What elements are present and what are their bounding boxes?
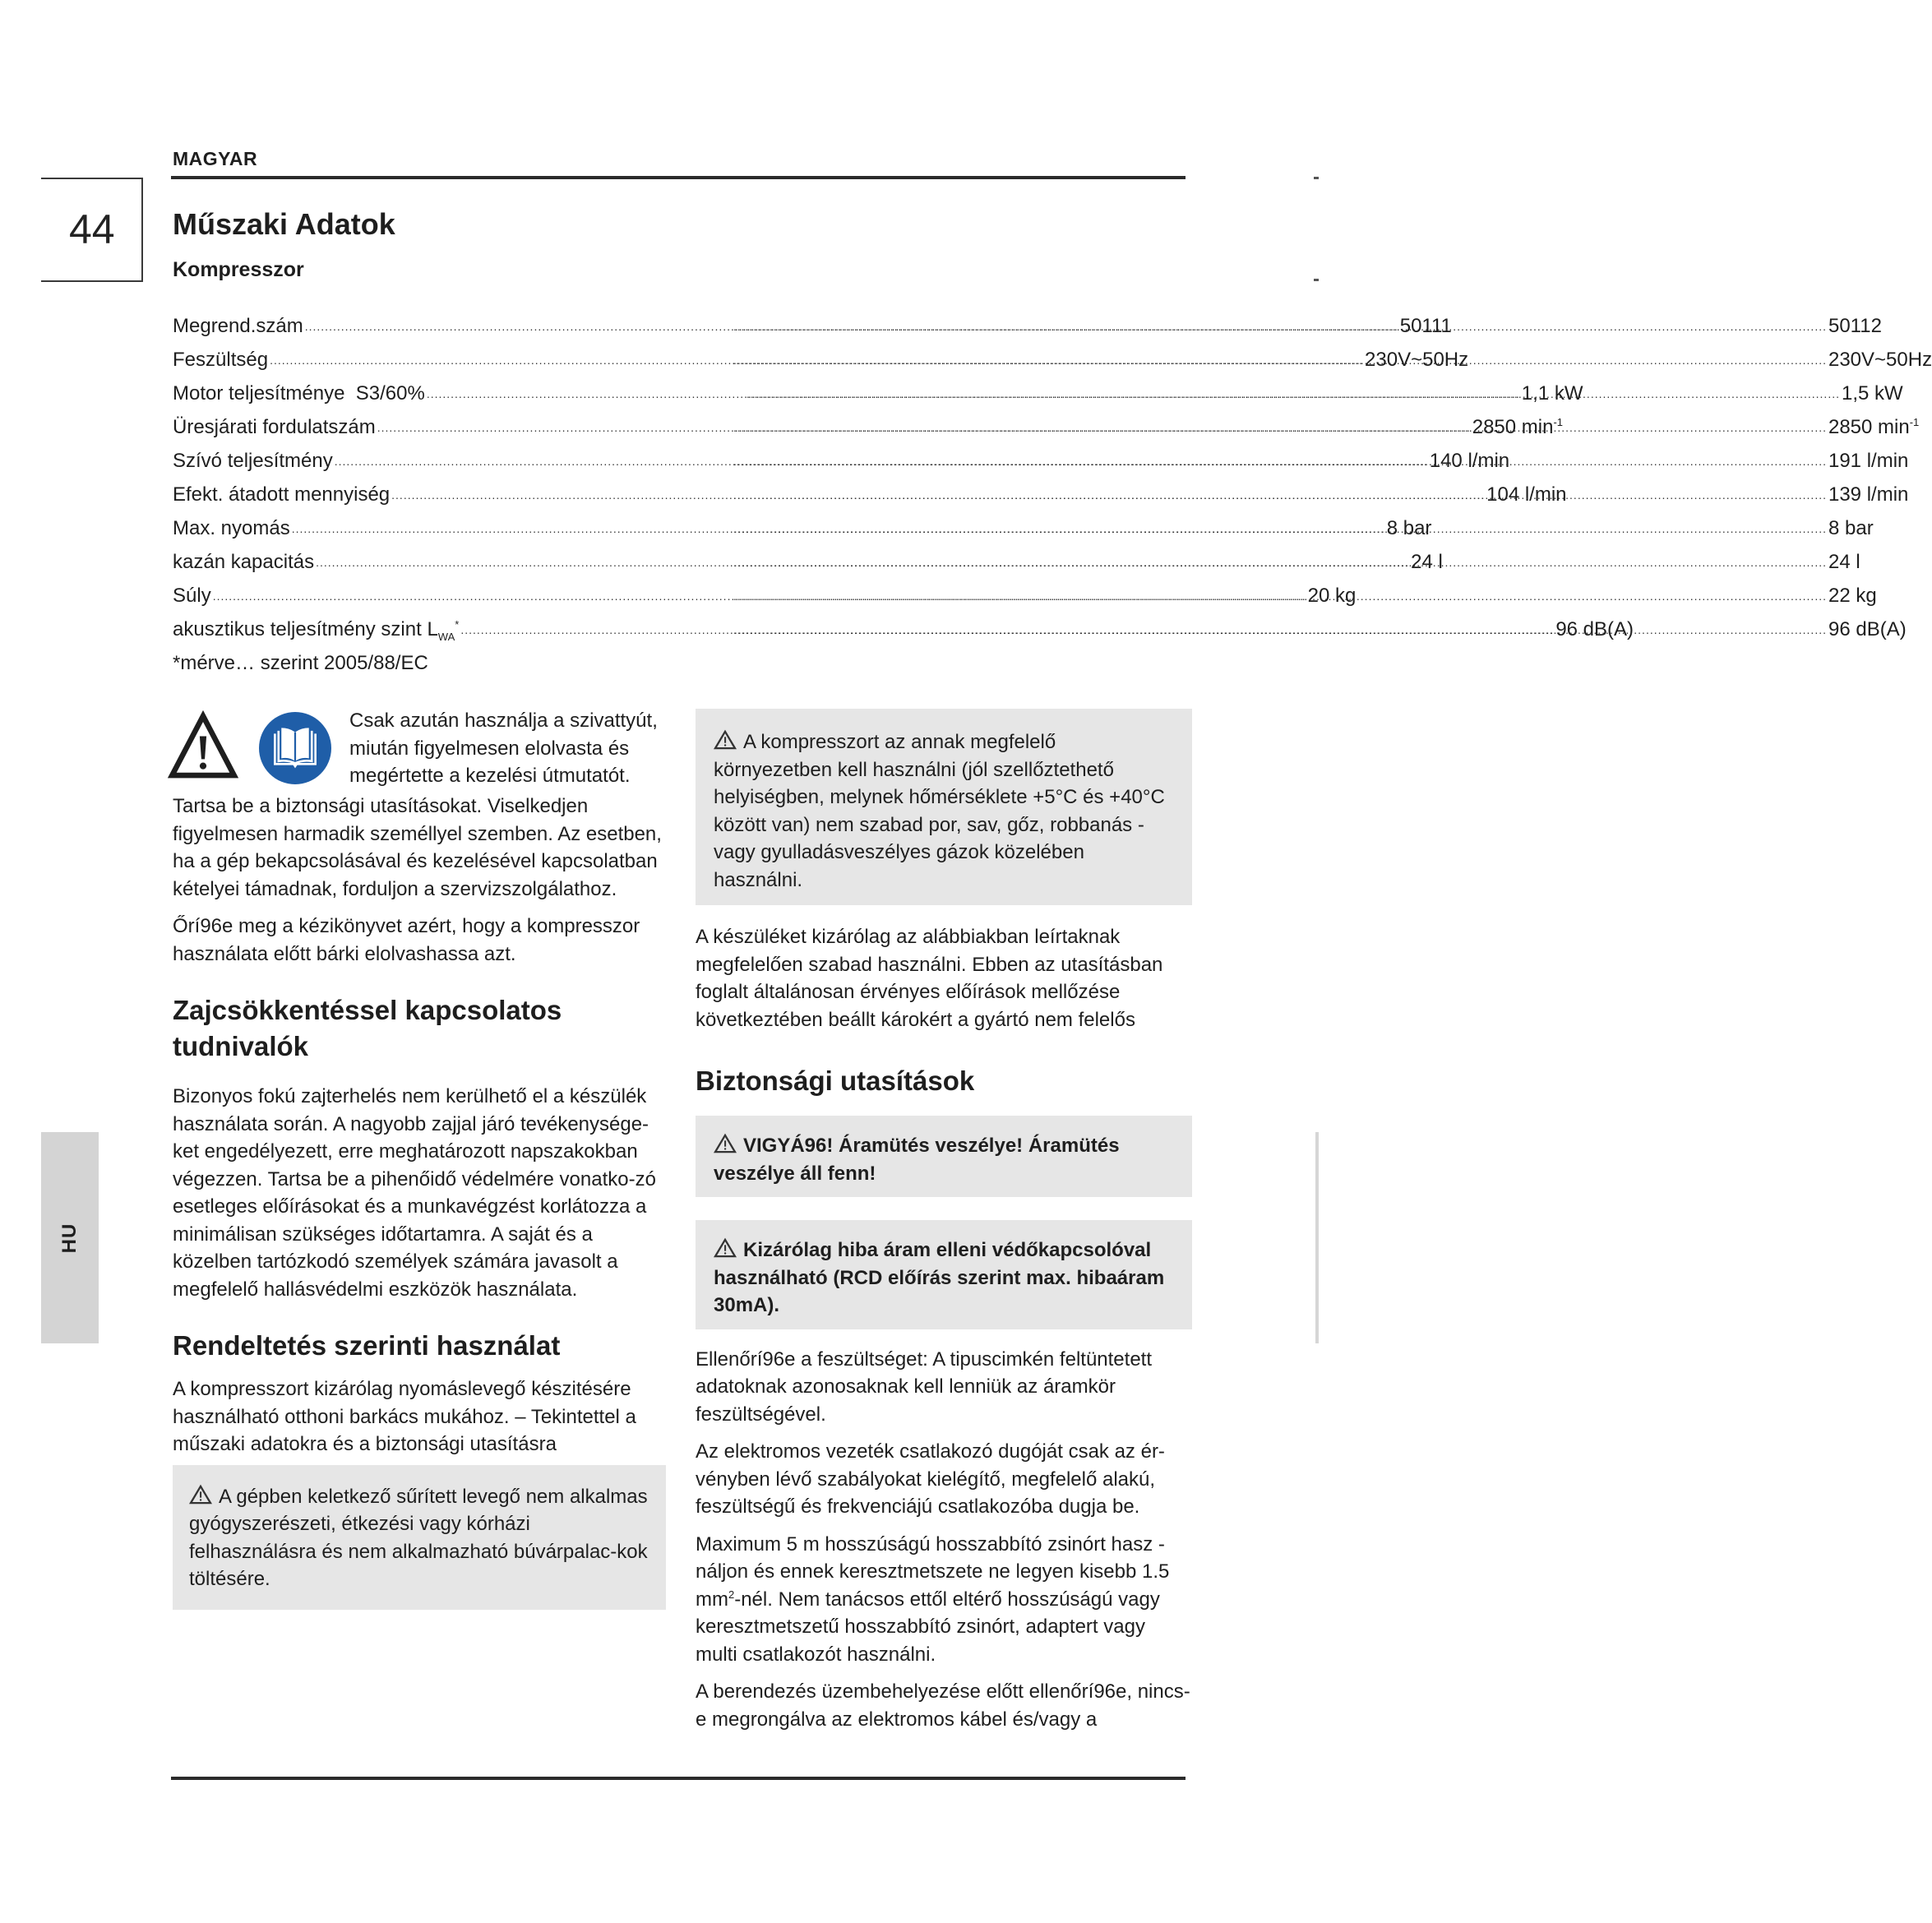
spec-label: akusztikus teljesítmény szint $L_{WA}^*$ [173, 618, 460, 643]
crop-mark [1314, 279, 1319, 281]
language-side-tab [41, 1132, 99, 1343]
spec-value-1: 96 dB(A) [1555, 618, 1634, 640]
warning-icon [714, 1238, 737, 1258]
intro-block [173, 712, 666, 794]
leader-dots [733, 512, 1827, 546]
spec-value-1: 230V~50Hz [1365, 349, 1469, 371]
safety-intro-paragraph: Tartsa be a biztonsági utasításokat. Viselkedjen figyelmesen harmadik személlyel szemben. Az esetben, ha a gép bekapcsolásával és kezelésével kapcsolatban kételyei támadnak, forduljon a szervizszolgálathoz. [173, 795, 662, 900]
spec-row [173, 444, 1909, 478]
page-number: 44 [69, 206, 115, 252]
spec-value-2: 8 bar [1828, 517, 1874, 539]
safety-heading: Biztonsági utasítások [696, 1066, 975, 1096]
spec-value-1: 50111 [1399, 315, 1452, 337]
spec-label: Üresjárati fordulatszám [173, 416, 376, 438]
spec-value-1: 104 l/min [1486, 483, 1567, 506]
extension-cord-paragraph: Maximum 5 m hosszúságú hosszabbító zsinórt hasz -náljon és ennek keresztmetszete ne legyen kisebb 1.5 $mm^2$-nél. Nem tanácsos ettől eltérő hosszúságú vagy keresztmetszetű hosszabbító zsinórt, adaptert vagy multi csatlakozót használni. [696, 1532, 1170, 1666]
spec-label: Súly [173, 585, 211, 607]
right-column [696, 709, 1192, 1733]
leader-dots [733, 411, 1827, 445]
leader-dots [733, 546, 1827, 580]
electric-shock-warning-box: VIGYÁ96! Áramütés veszélye! Áramütés veszélye áll fenn! [696, 1116, 1192, 1197]
leader-dots [733, 445, 1827, 478]
leader-dots [733, 344, 1827, 377]
section-subtitle: Kompresszor [173, 258, 304, 281]
spec-label: Megrend.szám [173, 315, 303, 337]
warning-icon [714, 1134, 737, 1153]
spec-label: Feszültség [173, 349, 269, 371]
spec-value-2: 230V~50Hz [1828, 349, 1932, 371]
spec-label: Szívó teljesítmény [173, 450, 333, 472]
environment-warning-box: A kompresszort az annak megfelelő környezetben kell használni (jól szellőztethető helyiségben, melynek hőmérséklete +5°C és +40°C között van) nem szabad por, sav, gőz, robbanás -vagy gyulladásveszélyes gázok közelében használni. [696, 709, 1192, 905]
spec-row [173, 309, 1882, 343]
spec-row [173, 579, 1877, 612]
spec-value-1: 1,1 kW [1521, 382, 1583, 404]
crop-mark [1314, 177, 1319, 179]
intended-use-paragraph: A készüléket kizárólag az alábbiakban leírtaknak megfelelően szabad használni. Ebben az utasításban foglalt általánosan érvényes előírások mellőzése következtében beállt károkért a gyártó nem felelős [696, 926, 1163, 1031]
spec-value-1: 140 l/min [1429, 450, 1510, 472]
noise-paragraph: Bizonyos fokú zajterhelés nem kerülhető el a készülék használata során. A nagyobb zajjal járó tevékenysége-ket engedélyezett, erre meghatározott napszakokban végezzen. Tartsa be a pihenőidő védelmére vonatko-zó esetleges előírásokat és a munkavégzést korlátozza a minimálisan szükséges időtartamra. A saját és a közelben tartózkodó személyek számára javasolt a megfelelő hallásvédelmi eszközök használata. [173, 1085, 656, 1301]
spec-value-2: 191 l/min [1828, 450, 1909, 472]
spec-row [173, 343, 1932, 377]
cable-check-paragraph: A berendezés üzembehelyezése előtt ellenőrí96e, nincs-e megrongálva az elektromos kábel és/vagy a [696, 1680, 1190, 1731]
compressed-air-warning-box: A gépben keletkező sűrített levegő nem alkalmas gyógyszerészeti, étkezési vagy kórházi felhasználásra és nem alkalmazható búvárpalac-kok töltésére. [173, 1465, 666, 1610]
language-code: HU [58, 1223, 81, 1253]
spec-footnote: *mérve… szerint 2005/88/EC [173, 652, 428, 674]
thumb-index-strip [1315, 1132, 1319, 1343]
spec-row [173, 545, 1860, 579]
left-column [173, 712, 666, 1610]
spec-label: Max. nyomás [173, 517, 290, 539]
spec-label: kazán kapacitás [173, 551, 315, 573]
spec-value-1: 2850 $\min^{-1}$ [1472, 416, 1564, 438]
intro-text: Csak azután használja a szivattyút, miután figyelmesen elolvasta és megértette a kezelési útmutatót. [349, 710, 658, 787]
plug-paragraph: Az elektromos vezeték csatlakozó dugóját csak az ér-vényben lévő szabályokat kielégítő, megfelelő alakú, feszültségű és frekvenciájú csatlakozóba dugja be. [696, 1440, 1165, 1518]
warning-triangle-icon [169, 712, 237, 779]
header-rule [171, 176, 1186, 179]
noise-heading: Zajcsökkentéssel kapcsolatos tudnivalók [173, 995, 562, 1061]
spec-value-2: 139 l/min [1828, 483, 1909, 506]
spec-value-2: 50112 [1828, 315, 1882, 337]
footer-rule [171, 1777, 1186, 1780]
page-title: Műszaki Adatok [173, 207, 395, 241]
spec-row [173, 612, 1907, 646]
spec-value-2: 96 dB(A) [1828, 618, 1907, 640]
spec-value-1: 20 kg [1307, 585, 1357, 607]
leader-dots [733, 580, 1827, 613]
warning-icon [714, 730, 737, 750]
spec-row [173, 478, 1909, 511]
spec-value-1: 8 bar [1386, 517, 1432, 539]
voltage-check-paragraph: Ellenőrí96e a feszültséget: A tipuscimkén feltüntetett adatoknak azonosaknak kell lenniük az áramkör feszültségével. [696, 1347, 1152, 1426]
usage-heading: Rendeltetés szerinti használat [173, 1330, 561, 1361]
spec-value-2: 1,5 kW [1841, 382, 1903, 404]
read-manual-icon [259, 712, 331, 784]
leader-dots [746, 377, 1840, 411]
leader-dots [733, 478, 1827, 512]
spec-row [173, 511, 1874, 545]
spec-label: Motor teljesítménye S3/60% [173, 382, 425, 404]
spec-table [173, 309, 1932, 680]
leader-dots [733, 613, 1827, 647]
spec-value-1: 24 l [1411, 551, 1443, 573]
warning-icon [189, 1485, 212, 1505]
keep-manual-paragraph: Őrí96e meg a kézikönyvet azért, hogy a kompresszor használata előtt bárki elolvashassa azt. [173, 915, 640, 965]
spec-label: Efekt. átadott mennyiség [173, 483, 391, 506]
rcd-warning-box: Kizárólag hiba áram elleni védőkapcsolóval használható (RCD előírás szerint max. hibaáram 30mA). [696, 1220, 1192, 1329]
usage-paragraph: A kompresszort kizárólag nyomáslevegő készitésére használható otthoni barkács mukához. – Tekintettel a műszaki adatokra és a biztonsági utasításra [173, 1378, 636, 1455]
spec-value-2: 2850 $\min^{-1}$ [1828, 416, 1920, 438]
leader-dots [733, 310, 1827, 344]
language-label: MAGYAR [173, 148, 258, 169]
spec-value-2: 22 kg [1828, 585, 1877, 607]
spec-row [173, 377, 1903, 410]
spec-value-2: 24 l [1828, 551, 1860, 573]
spec-row [173, 410, 1920, 444]
